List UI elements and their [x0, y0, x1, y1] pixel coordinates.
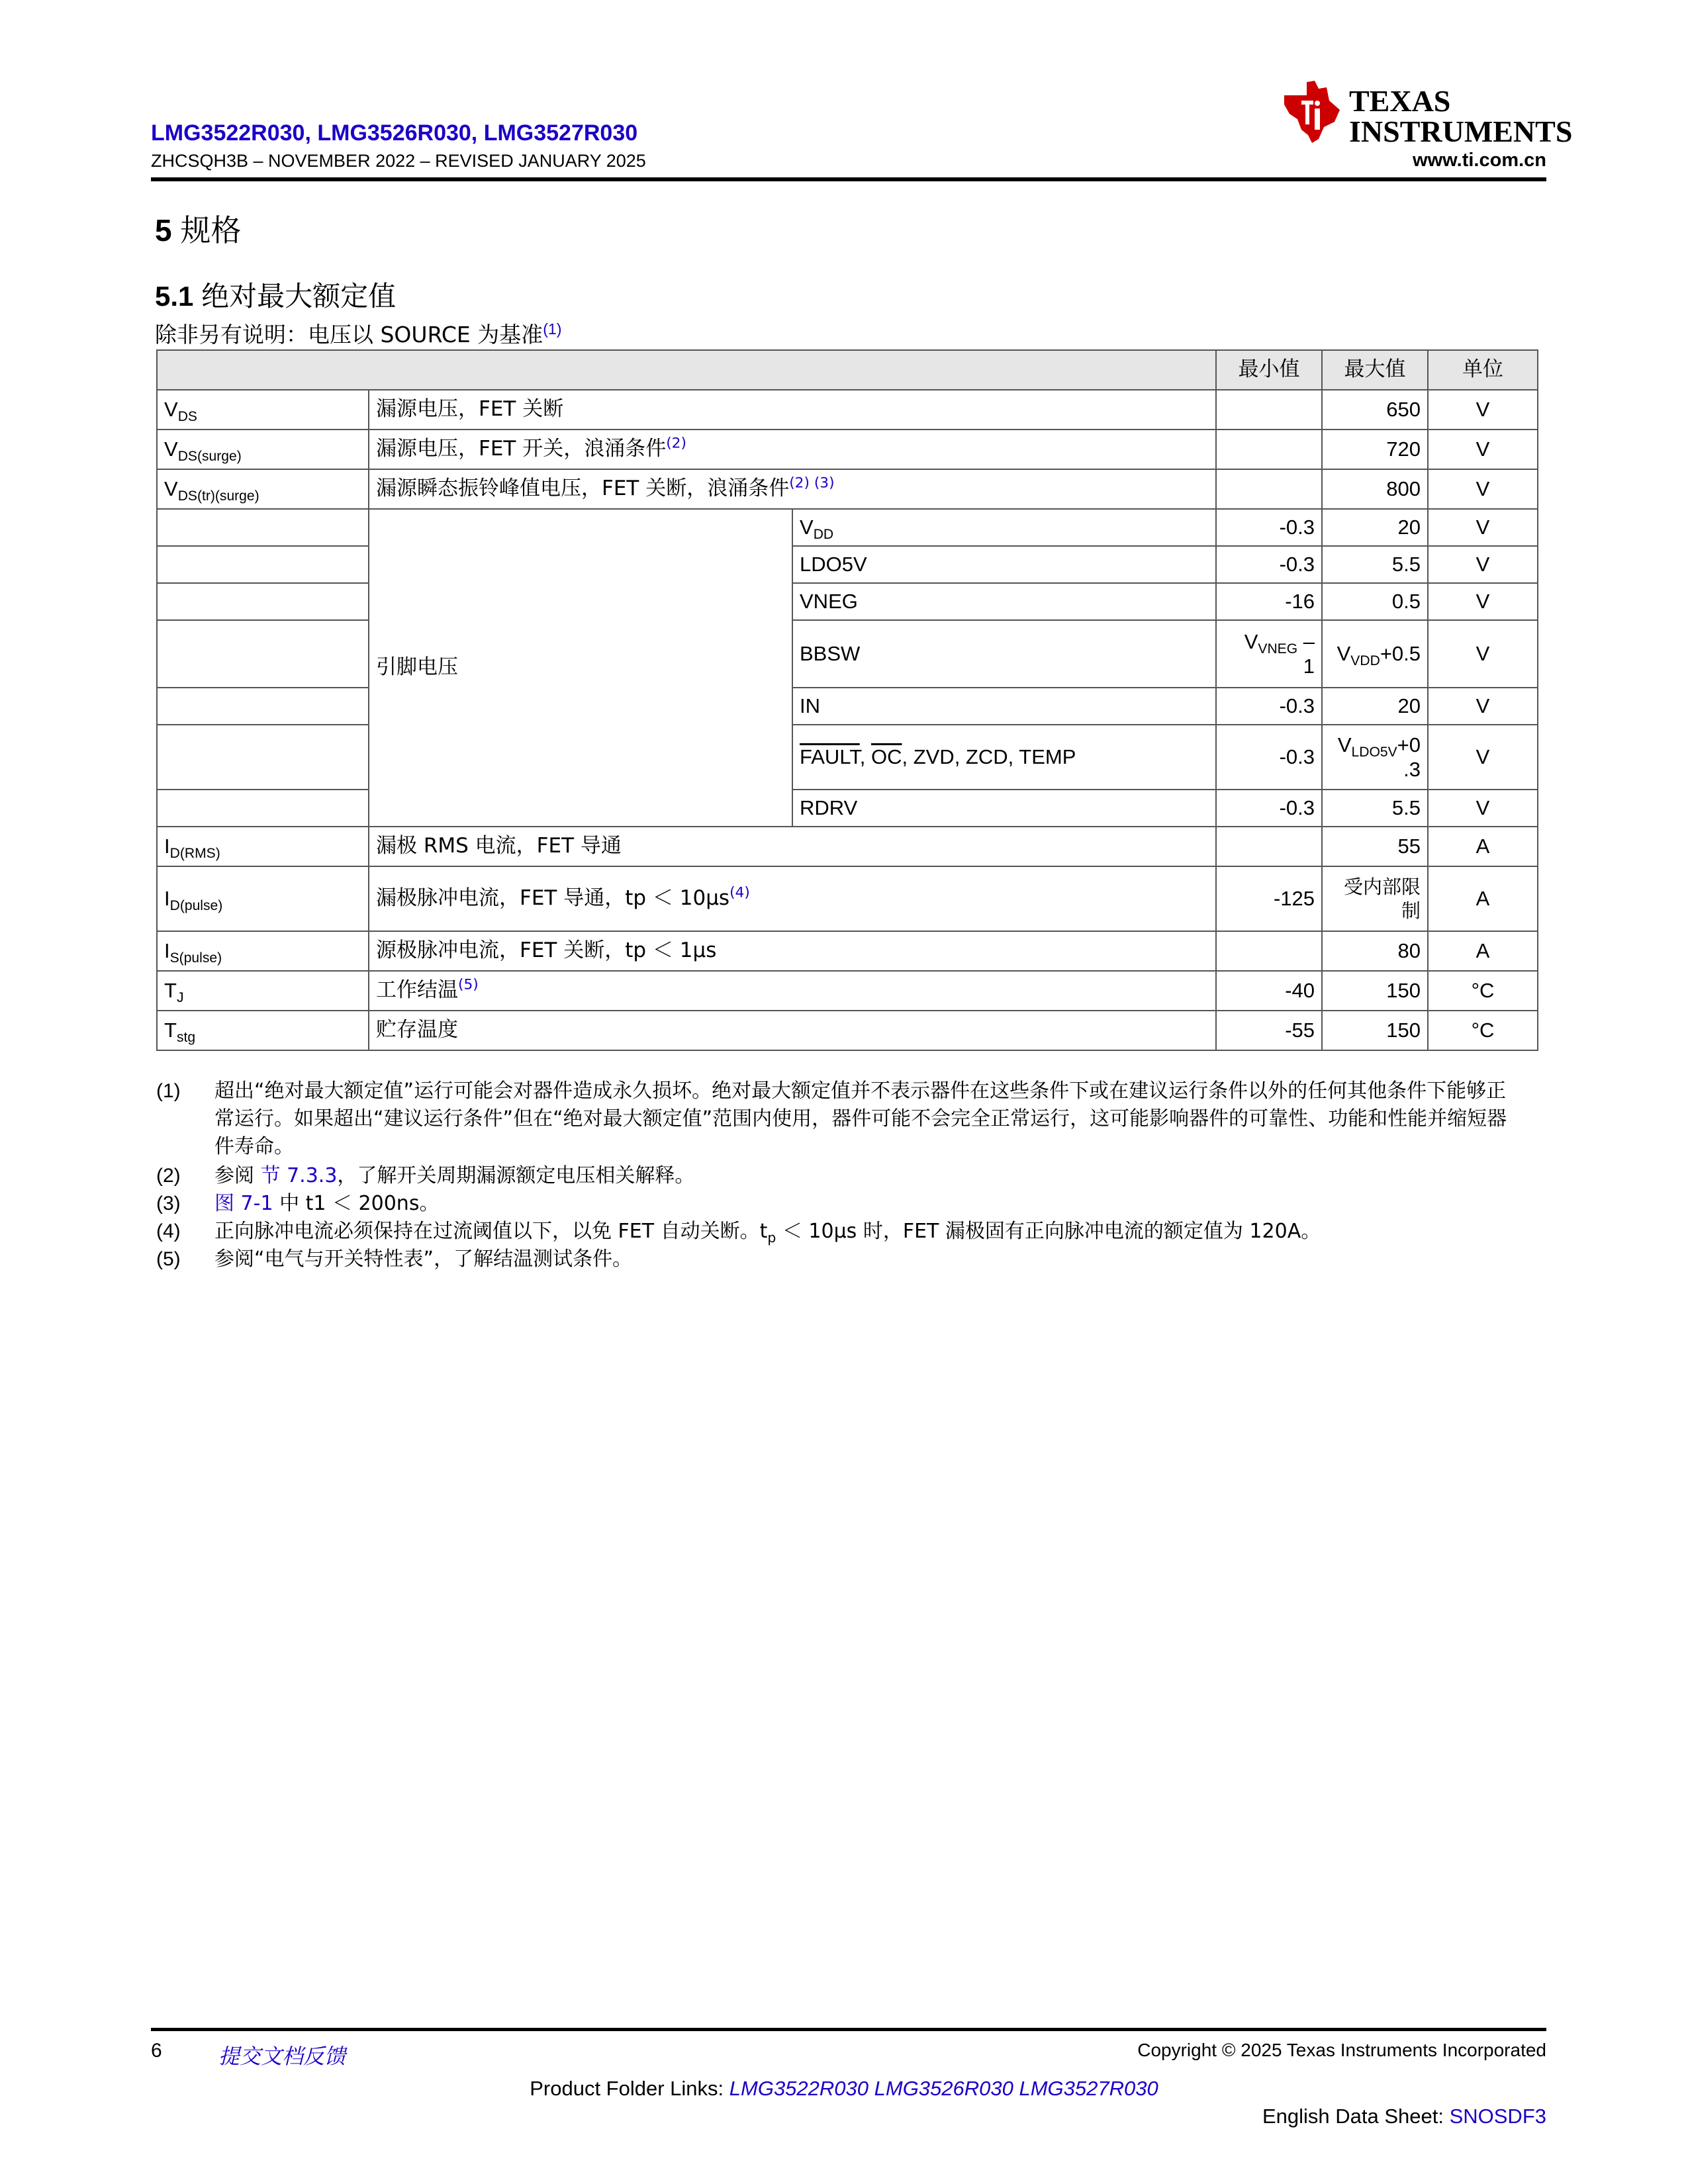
table-row — [157, 1011, 1538, 1050]
english-data-sheet — [1262, 2105, 1546, 2128]
unit-value: V — [1428, 790, 1538, 827]
logo-text-texas: TEXAS — [1349, 84, 1451, 118]
footnote-text-1: 超出“绝对最大额定值”运行可能会对器件造成永久损坏。绝对最大额定值并不表示器件在这些条件下或在建议运行条件以外的任何其他条件下能够正常运行。如果超出“建议运行条件”但在“绝对最大额定值”范围内使用，器件可能不会完全正常运行，这可能影响器件的可靠性、功能和性能并缩短器件寿命。 — [214, 1079, 1507, 1158]
max-value: 150 — [1322, 971, 1428, 1011]
footnote-text-4: 正向脉冲电流必须保持在过流阈值以下，以免 FET 自动关断。$t_p < 10\mu s$ 时，FET 漏极固有正向脉冲电流的额定值为 120A。 — [214, 1220, 1321, 1246]
param-description: 贮存温度 — [369, 1011, 1216, 1050]
min-value — [1216, 469, 1322, 509]
header-divider — [151, 177, 1546, 181]
product-links[interactable]: LMG3522R030 LMG3526R030 LMG3527R030 — [729, 2077, 1158, 2100]
min-value — [1216, 430, 1322, 469]
unit-value: V — [1428, 390, 1538, 430]
section-7-3-3-link[interactable]: 节 7.3.3 — [260, 1164, 338, 1187]
min-value: -0.3 — [1216, 790, 1322, 827]
max-value: 650 — [1322, 390, 1428, 430]
subsection-title-text: 绝对最大额定值 — [201, 280, 397, 312]
unit-value: A — [1428, 931, 1538, 971]
header-max: 最大值 — [1322, 350, 1428, 390]
texas-instruments-logo[interactable] — [1275, 78, 1573, 148]
min-value: -0.3 — [1216, 725, 1322, 790]
submit-feedback-link[interactable]: 提交文档反馈 — [218, 2044, 346, 2069]
max-value: 720 — [1322, 430, 1428, 469]
max-value: 0.5 — [1322, 583, 1428, 620]
table-header-row — [157, 350, 1538, 390]
max-value: $V_{LDO5V}+0$ .3 — [1322, 725, 1428, 790]
param-symbol: $I_{D(pulse)}$ — [157, 866, 369, 931]
min-value: $V_{VNEG}$ – 1 — [1216, 620, 1322, 688]
param-symbol: $T_J$ — [157, 971, 369, 1011]
param-description: 漏极 RMS 电流，FET 导通 — [369, 827, 1216, 866]
unit-value: V — [1428, 546, 1538, 583]
max-value: 20 — [1322, 688, 1428, 725]
logo-text-instruments: INSTRUMENTS — [1349, 114, 1573, 148]
condition-note-text: 除非另有说明：电压以 SOURCE 为基准 — [155, 322, 543, 347]
min-value: -40 — [1216, 971, 1322, 1011]
max-value: 5.5 — [1322, 790, 1428, 827]
table-row — [157, 469, 1538, 509]
max-value: 80 — [1322, 931, 1428, 971]
param-description: 源极脉冲电流，FET 关断，tp ＜ 1μs — [369, 931, 1216, 971]
param-symbol: $V_{DS}$ — [157, 390, 369, 430]
absolute-max-ratings-table — [156, 349, 1538, 1051]
param-symbol-empty — [157, 620, 369, 688]
footnote-number-5: (5) — [156, 1248, 181, 1270]
document-revision-line: ZHCSQH3B – NOVEMBER 2022 – REVISED JANUARY 2025 — [151, 151, 646, 171]
ti-state-icon — [1284, 81, 1340, 143]
pin-name: VNEG — [792, 583, 1216, 620]
table-row — [157, 688, 1538, 725]
footnote-ref-1[interactable]: (1) — [543, 320, 562, 338]
min-value: -55 — [1216, 1011, 1322, 1050]
max-value: 800 — [1322, 469, 1428, 509]
table-row — [157, 620, 1538, 688]
header-blank-cell — [157, 350, 1216, 390]
table-row — [157, 546, 1538, 583]
part-numbers-title: LMG3522R030, LMG3526R030, LMG3527R030 — [151, 120, 638, 146]
param-description: 漏源电压，FET 关断 — [369, 390, 1216, 430]
footnote-text-3: 图 7-1 中 t1 ＜ 200ns。 — [214, 1192, 440, 1215]
unit-value: A — [1428, 827, 1538, 866]
unit-value: V — [1428, 430, 1538, 469]
param-symbol-empty — [157, 546, 369, 583]
param-symbol: $V_{DS(tr)(surge)}$ — [157, 469, 369, 509]
figure-7-1-link[interactable]: 图 7-1 — [214, 1192, 273, 1215]
pin-name: $V_{DD}$ — [792, 509, 1216, 546]
pin-name: FAULT, $\overline{OC}$, ZVD, ZCD, TEMP — [792, 725, 1216, 790]
max-value: 受内部限 制 — [1322, 866, 1428, 931]
min-value: -16 — [1216, 583, 1322, 620]
min-value — [1216, 827, 1322, 866]
table-row — [157, 725, 1538, 790]
table-row — [157, 430, 1538, 469]
param-description: 工作结温$^{(5)}$ — [369, 971, 1216, 1011]
table-condition-note — [155, 318, 561, 349]
english-sheet-label: English Data Sheet: — [1262, 2105, 1450, 2128]
unit-value: V — [1428, 469, 1538, 509]
param-symbol: $I_{S(pulse)}$ — [157, 931, 369, 971]
pin-voltage-group-label: 引脚电压 — [369, 509, 792, 827]
table-row — [157, 509, 1538, 546]
header-unit: 单位 — [1428, 350, 1538, 390]
table-row — [157, 931, 1538, 971]
min-value: -0.3 — [1216, 688, 1322, 725]
footnote-ref[interactable]: (2) (3) — [789, 475, 835, 492]
param-symbol-empty — [157, 725, 369, 790]
param-description: 漏极脉冲电流，FET 导通，tp ＜ $10\mu s^{(4)}$ — [369, 866, 1216, 931]
param-description: 漏源电压，FET 开关，浪涌条件$^{(2)}$ — [369, 430, 1216, 469]
footer-divider — [151, 2028, 1546, 2031]
unit-value: V — [1428, 725, 1538, 790]
header-min: 最小值 — [1216, 350, 1322, 390]
min-value: -125 — [1216, 866, 1322, 931]
table-row — [157, 971, 1538, 1011]
min-value: -0.3 — [1216, 546, 1322, 583]
max-value: 55 — [1322, 827, 1428, 866]
unit-value: V — [1428, 688, 1538, 725]
footnote-number-3: (3) — [156, 1193, 181, 1214]
table-row — [157, 827, 1538, 866]
subsection-heading — [155, 275, 396, 314]
pin-name: LDO5V — [792, 546, 1216, 583]
param-symbol: $I_{D(RMS)}$ — [157, 827, 369, 866]
subsection-number: 5.1 — [155, 281, 194, 312]
min-value — [1216, 390, 1322, 430]
param-symbol-empty — [157, 688, 369, 725]
footnote-text-5: 参阅“电气与开关特性表”，了解结温测试条件。 — [214, 1248, 633, 1271]
pin-name: BBSW — [792, 620, 1216, 688]
max-value: 20 — [1322, 509, 1428, 546]
website-link[interactable]: www.ti.com.cn — [1413, 150, 1546, 171]
param-symbol-empty — [157, 790, 369, 827]
section-heading — [155, 206, 241, 250]
min-value: -0.3 — [1216, 509, 1322, 546]
param-symbol-empty — [157, 583, 369, 620]
param-symbol: $T_{stg}$ — [157, 1011, 369, 1050]
table-row — [157, 790, 1538, 827]
max-value: 150 — [1322, 1011, 1428, 1050]
min-value — [1216, 931, 1322, 971]
english-sheet-link[interactable]: SNOSDF3 — [1449, 2105, 1546, 2128]
param-symbol-empty — [157, 509, 369, 546]
product-links-label: Product Folder Links: — [530, 2077, 729, 2100]
section-number: 5 — [155, 213, 172, 248]
footnote-text-2: 参阅 节 7.3.3，了解开关周期漏源额定电压相关解释。 — [214, 1164, 695, 1187]
unit-value: °C — [1428, 1011, 1538, 1050]
footnote-number-4: (4) — [156, 1220, 181, 1242]
unit-value: V — [1428, 583, 1538, 620]
pin-name: IN — [792, 688, 1216, 725]
footnote-number-1: (1) — [156, 1080, 181, 1102]
max-value: 5.5 — [1322, 546, 1428, 583]
table-row — [157, 866, 1538, 931]
page-number: 6 — [151, 2040, 162, 2062]
unit-value: V — [1428, 620, 1538, 688]
max-value: $V_{VDD}+0.5$ — [1322, 620, 1428, 688]
section-title-text: 规格 — [180, 212, 242, 248]
param-symbol: $V_{DS(surge)}$ — [157, 430, 369, 469]
footnote-ref[interactable]: (5) — [458, 976, 479, 993]
param-description: 漏源瞬态振铃峰值电压，FET 关断，浪涌条件$^{(2) (3)}$ — [369, 469, 1216, 509]
unit-value: A — [1428, 866, 1538, 931]
unit-value: V — [1428, 509, 1538, 546]
copyright-notice: Copyright © 2025 Texas Instruments Incorporated — [1137, 2040, 1546, 2060]
table-row — [157, 583, 1538, 620]
product-folder-links — [0, 2077, 1688, 2101]
footnote-ref[interactable]: (2) — [666, 435, 686, 452]
pin-name: RDRV — [792, 790, 1216, 827]
table-row — [157, 390, 1538, 430]
footnote-number-2: (2) — [156, 1165, 181, 1187]
unit-value: °C — [1428, 971, 1538, 1011]
footnote-ref[interactable]: (4) — [729, 884, 750, 901]
